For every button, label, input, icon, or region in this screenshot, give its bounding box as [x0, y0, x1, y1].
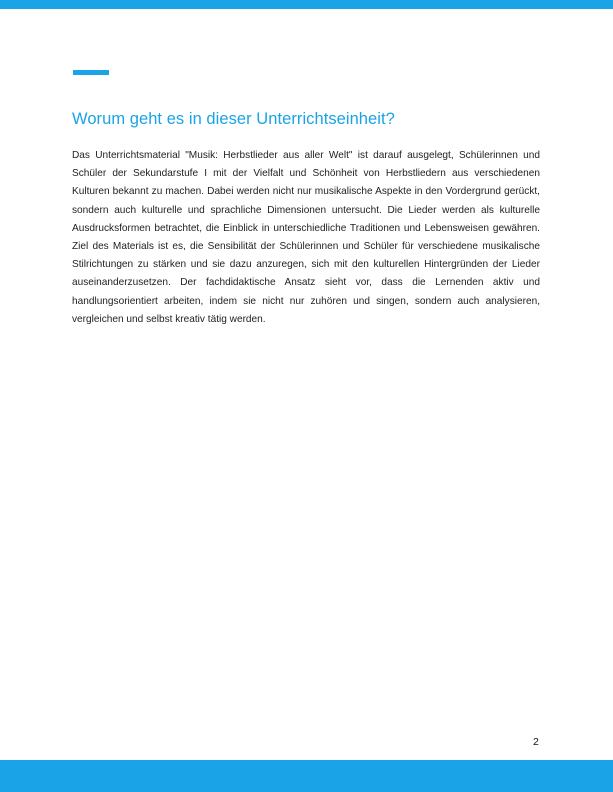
bottom-accent-bar: [0, 760, 613, 792]
section-heading: Worum geht es in dieser Unterrichtseinheit?: [72, 110, 395, 128]
body-paragraph: Das Unterrichtsmaterial "Musik: Herbstlieder aus aller Welt" ist darauf ausgelegt, Schülerinnen und Schüler der Sekundarstufe I mit der Vielfalt und Schönheit von Herbstliedern aus verschiedenen Kulturen bekannt zu machen. Dabei werden nicht nur musikalische Aspekte in den Vordergrund gerückt, sondern auch kulturelle und sprachliche Dimensionen untersucht. Die Lieder werden als kulturelle Ausdrucksformen betrachtet, die Einblick in unterschiedliche Traditionen und Lebensweisen gewähren. Ziel des Materials ist es, die Sensibilität der Schülerinnen und Schüler für verschiedene musikalische Stilrichtungen zu stärken und sie dazu anzuregen, sich mit den kulturellen Hintergründen der Lieder auseinanderzusetzen. Der fachdidaktische Ansatz sieht vor, dass die Lernenden aktiv und handlungsorientiert arbeiten, indem sie nicht nur zuhören und singen, sondern auch analysieren, vergleichen und selbst kreativ tätig werden.: [72, 150, 540, 325]
page-number: 2: [533, 736, 539, 748]
top-accent-bar: [0, 0, 613, 9]
heading-accent-rule: [73, 70, 109, 75]
